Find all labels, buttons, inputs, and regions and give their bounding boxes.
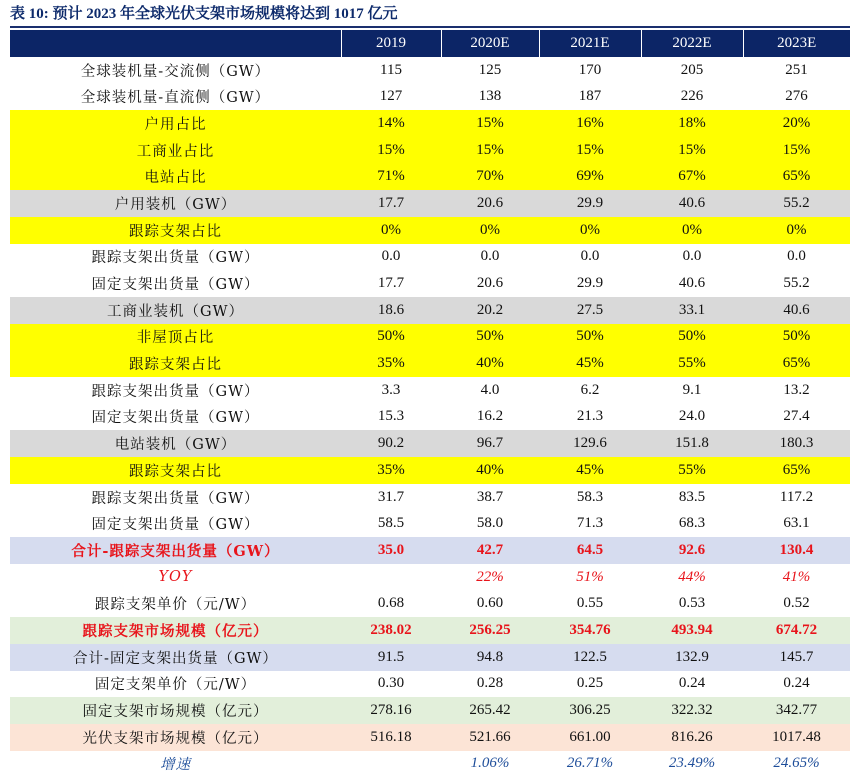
table-row	[10, 671, 850, 698]
value-cell: 251	[785, 61, 808, 78]
row-label: 跟踪支架占比	[10, 217, 341, 244]
value-cell: 0%	[441, 217, 539, 244]
value-cell: 27.4	[783, 408, 810, 425]
value-cell: 67%	[641, 163, 743, 190]
table-row	[10, 270, 850, 297]
row-label: 固定支架市场规模（亿元）	[10, 697, 341, 724]
value-cell: 50%	[341, 324, 441, 351]
value-cell: 64.5	[539, 537, 641, 564]
value-cell: 22%	[476, 568, 504, 585]
value-cell: 44%	[678, 568, 706, 585]
value-cell: 278.16	[341, 697, 441, 724]
table-title: 表 10: 预计 2023 年全球光伏支架市场规模将达到 1017 亿元	[10, 6, 398, 22]
table-row	[10, 644, 850, 671]
value-cell: 45%	[539, 457, 641, 484]
header-cell-2019: 2019	[341, 30, 441, 57]
table-row	[10, 377, 850, 404]
value-cell: 14%	[341, 110, 441, 137]
value-cell: 0.0	[682, 248, 702, 265]
table-row	[10, 83, 850, 110]
header-cell-2022e: 2022E	[641, 30, 743, 57]
value-cell: 16.2	[476, 408, 504, 425]
value-cell: 27.5	[539, 297, 641, 324]
row-label: 跟踪支架出货量（GW）	[91, 383, 260, 400]
value-cell: 23.49%	[668, 755, 716, 772]
value-cell: 15.3	[377, 408, 405, 425]
value-cell: 151.8	[641, 430, 743, 457]
value-cell: 1.06%	[470, 755, 510, 772]
table-row	[10, 724, 850, 751]
row-label: 跟踪支架单价（元/W）	[94, 597, 257, 614]
value-cell: 129.6	[539, 430, 641, 457]
value-cell: 15%	[743, 137, 850, 164]
value-cell: 130.4	[743, 537, 850, 564]
value-cell: 0.0	[480, 248, 500, 265]
value-cell: 15%	[539, 137, 641, 164]
value-cell: 91.5	[341, 644, 441, 671]
row-label: 户用装机（GW）	[10, 190, 341, 217]
value-cell: 63.1	[783, 515, 810, 532]
table-row	[10, 110, 850, 137]
value-cell: 15%	[441, 110, 539, 137]
row-label: 固定支架出货量（GW）	[91, 517, 260, 534]
table-row	[10, 350, 850, 377]
value-cell: 0.24	[783, 675, 810, 692]
value-cell: 50%	[743, 324, 850, 351]
value-cell: 0.28	[476, 675, 504, 692]
value-cell: 90.2	[341, 430, 441, 457]
value-cell: 17.7	[377, 275, 405, 292]
value-cell: 516.18	[341, 724, 441, 751]
row-label: 全球装机量-交流侧（GW）	[80, 63, 271, 80]
value-cell: 33.1	[641, 297, 743, 324]
value-cell: 40.6	[678, 275, 706, 292]
row-label: 非屋顶占比	[10, 324, 341, 351]
value-cell: 69%	[539, 163, 641, 190]
value-cell: 31.7	[377, 488, 405, 505]
value-cell: 55.2	[743, 190, 850, 217]
table-row	[10, 564, 850, 591]
value-cell: 115	[380, 61, 402, 78]
value-cell: 0%	[743, 217, 850, 244]
value-cell: 24.65%	[773, 755, 820, 772]
table-row	[10, 217, 850, 244]
value-cell: 256.25	[441, 617, 539, 644]
value-cell: 0%	[539, 217, 641, 244]
value-cell: 29.9	[539, 190, 641, 217]
value-cell: 38.7	[476, 488, 504, 505]
value-cell: 40%	[441, 457, 539, 484]
value-cell: 65%	[743, 163, 850, 190]
value-cell: 170	[578, 61, 602, 78]
row-label: 合计-跟踪支架出货量（GW）	[10, 537, 341, 564]
value-cell: 35.0	[341, 537, 441, 564]
value-cell: 238.02	[341, 617, 441, 644]
value-cell: 0.60	[476, 595, 504, 612]
value-cell: 29.9	[576, 275, 604, 292]
value-cell: 0.0	[381, 248, 401, 265]
title-divider	[10, 26, 850, 28]
forecast-table	[10, 30, 850, 777]
value-cell: 322.32	[641, 697, 743, 724]
value-cell: 4.0	[480, 381, 500, 398]
table-body	[10, 57, 850, 777]
value-cell: 35%	[341, 350, 441, 377]
table-row	[10, 404, 850, 431]
value-cell: 18%	[641, 110, 743, 137]
value-cell: 0.25	[576, 675, 604, 692]
row-label: 固定支架出货量（GW）	[91, 410, 260, 427]
value-cell: 26.71%	[566, 755, 614, 772]
value-cell	[341, 751, 441, 777]
row-label: 光伏支架市场规模（亿元）	[10, 724, 341, 751]
value-cell: 816.26	[641, 724, 743, 751]
value-cell: 342.77	[743, 697, 850, 724]
value-cell: 0.30	[377, 675, 405, 692]
table-row	[10, 537, 850, 564]
row-label: 工商业占比	[10, 137, 341, 164]
row-label: 跟踪支架占比	[10, 457, 341, 484]
value-cell: 132.9	[641, 644, 743, 671]
value-cell: 0.53	[678, 595, 706, 612]
value-cell: 15%	[641, 137, 743, 164]
table-row	[10, 590, 850, 617]
value-cell: 15%	[441, 137, 539, 164]
value-cell: 70%	[441, 163, 539, 190]
value-cell: 122.5	[539, 644, 641, 671]
table-row	[10, 57, 850, 84]
value-cell: 521.66	[441, 724, 539, 751]
table-row	[10, 484, 850, 511]
value-cell: 58.5	[377, 515, 405, 532]
value-cell: 3.3	[381, 381, 401, 398]
value-cell: 17.7	[341, 190, 441, 217]
header-cell-2021e: 2021E	[539, 30, 641, 57]
value-cell: 58.0	[476, 515, 504, 532]
value-cell: 0%	[641, 217, 743, 244]
table-row	[10, 751, 850, 777]
value-cell: 96.7	[441, 430, 539, 457]
value-cell: 40.6	[743, 297, 850, 324]
row-label: 工商业装机（GW）	[10, 297, 341, 324]
table-row	[10, 324, 850, 351]
row-label: 合计-固定支架出货量（GW）	[10, 644, 341, 671]
row-label: 增速	[160, 757, 191, 774]
value-cell: 68.3	[678, 515, 706, 532]
value-cell: 265.42	[441, 697, 539, 724]
row-label: 电站占比	[10, 163, 341, 190]
value-cell: 55.2	[783, 275, 810, 292]
value-cell: 21.3	[576, 408, 604, 425]
value-cell: 41%	[782, 568, 811, 585]
row-label: 固定支架单价（元/W）	[94, 677, 257, 694]
header-cell-2020e: 2020E	[441, 30, 539, 57]
value-cell: 276	[785, 88, 808, 105]
value-cell: 58.3	[576, 488, 604, 505]
value-cell: 493.94	[641, 617, 743, 644]
value-cell: 125	[478, 61, 502, 78]
value-cell: 145.7	[743, 644, 850, 671]
row-label: 跟踪支架占比	[10, 350, 341, 377]
value-cell: 354.76	[539, 617, 641, 644]
row-label: 全球装机量-直流侧（GW）	[80, 90, 271, 107]
value-cell: 0.0	[787, 248, 806, 265]
value-cell: 0.0	[580, 248, 600, 265]
value-cell: 50%	[539, 324, 641, 351]
value-cell: 226	[680, 88, 704, 105]
value-cell: 1017.48	[743, 724, 850, 751]
value-cell: 16%	[539, 110, 641, 137]
row-label: YOY	[158, 569, 193, 586]
header-cell-label	[10, 30, 341, 57]
value-cell: 9.1	[682, 381, 702, 398]
value-cell: 138	[478, 88, 502, 105]
value-cell: 0.24	[678, 675, 706, 692]
value-cell: 51%	[576, 568, 604, 585]
row-label: 电站装机（GW）	[10, 430, 341, 457]
value-cell: 306.25	[539, 697, 641, 724]
value-cell: 94.8	[441, 644, 539, 671]
value-cell: 15%	[341, 137, 441, 164]
value-cell: 661.00	[539, 724, 641, 751]
value-cell: 20.2	[441, 297, 539, 324]
table-row	[10, 430, 850, 457]
value-cell: 127	[379, 88, 403, 105]
table-row	[10, 457, 850, 484]
value-cell: 71.3	[576, 515, 604, 532]
value-cell: 18.6	[341, 297, 441, 324]
table-row	[10, 137, 850, 164]
value-cell: 50%	[441, 324, 539, 351]
value-cell: 187	[578, 88, 602, 105]
table-row	[10, 617, 850, 644]
value-cell: 180.3	[743, 430, 850, 457]
value-cell: 0.68	[377, 595, 405, 612]
value-cell: 24.0	[678, 408, 706, 425]
table-row	[10, 510, 850, 537]
row-label: 跟踪支架市场规模（亿元）	[10, 617, 341, 644]
row-label: 固定支架出货量（GW）	[91, 277, 260, 294]
value-cell: 20.6	[476, 275, 504, 292]
value-cell: 20%	[743, 110, 850, 137]
value-cell: 92.6	[641, 537, 743, 564]
value-cell: 674.72	[743, 617, 850, 644]
value-cell: 35%	[341, 457, 441, 484]
value-cell: 55%	[641, 350, 743, 377]
row-label: 跟踪支架出货量（GW）	[91, 490, 260, 507]
value-cell: 45%	[539, 350, 641, 377]
value-cell: 71%	[341, 163, 441, 190]
value-cell: 20.6	[441, 190, 539, 217]
value-cell: 0.55	[576, 595, 604, 612]
value-cell: 205	[680, 61, 704, 78]
value-cell: 40%	[441, 350, 539, 377]
table-row	[10, 244, 850, 271]
value-cell: 117.2	[779, 488, 814, 505]
table-row	[10, 190, 850, 217]
row-label: 户用占比	[10, 110, 341, 137]
value-cell: 50%	[641, 324, 743, 351]
value-cell: 13.2	[783, 381, 810, 398]
table-row	[10, 163, 850, 190]
value-cell: 42.7	[441, 537, 539, 564]
value-cell: 0.52	[783, 595, 810, 612]
value-cell: 40.6	[641, 190, 743, 217]
table-row	[10, 297, 850, 324]
table-row	[10, 697, 850, 724]
value-cell: 0%	[341, 217, 441, 244]
value-cell: 83.5	[678, 488, 706, 505]
value-cell: 65%	[743, 350, 850, 377]
header-cell-2023e: 2023E	[743, 30, 850, 57]
value-cell: 6.2	[580, 381, 600, 398]
value-cell: 65%	[743, 457, 850, 484]
value-cell	[341, 564, 441, 591]
row-label: 跟踪支架出货量（GW）	[91, 250, 260, 267]
header-row	[10, 30, 850, 57]
value-cell: 55%	[641, 457, 743, 484]
